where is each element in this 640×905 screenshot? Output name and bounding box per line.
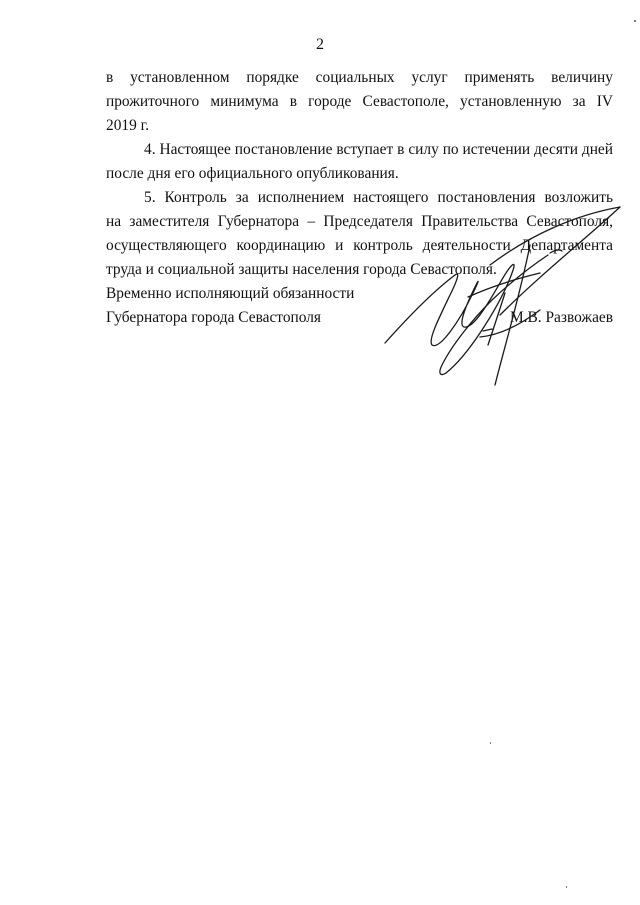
scan-speck (566, 886, 567, 888)
scan-speck (490, 742, 491, 744)
signer-title-line-1: Временно исполняющий обязанности (106, 285, 355, 302)
signer-title-line-2: Губернатора города Севастополя (106, 309, 322, 326)
scan-speck (634, 20, 636, 22)
page-number: 2 (316, 36, 324, 53)
paragraph-2-line-1: 4. Настоящее постановление вступает в силу по истечении десяти дней (144, 141, 613, 158)
paragraph-3-line-4: труда и социальной защиты населения города Севастополя. (106, 261, 497, 278)
paragraph-3-line-3: осуществляющего координацию и контроль деятельности Департамента (106, 237, 613, 254)
paragraph-2-line-2: после дня его официального опубликования. (106, 165, 399, 182)
paragraph-1-line-3: 2019 г. (106, 117, 150, 134)
paragraph-3-line-2: на заместителя Губернатора – Председателя Правительства Севастополя, (106, 213, 613, 230)
paragraph-3-line-1: 5. Контроль за исполнением настоящего постановления возложить (144, 189, 613, 206)
handwritten-signature (380, 205, 630, 395)
signer-name: М.В. Развожаев (510, 309, 613, 326)
paragraph-1-line-2: прожиточного минимума в городе Севастополе, установленную за IV (106, 93, 613, 110)
paragraph-1-line-1: в установленном порядке социальных услуг применять величину (106, 69, 613, 86)
